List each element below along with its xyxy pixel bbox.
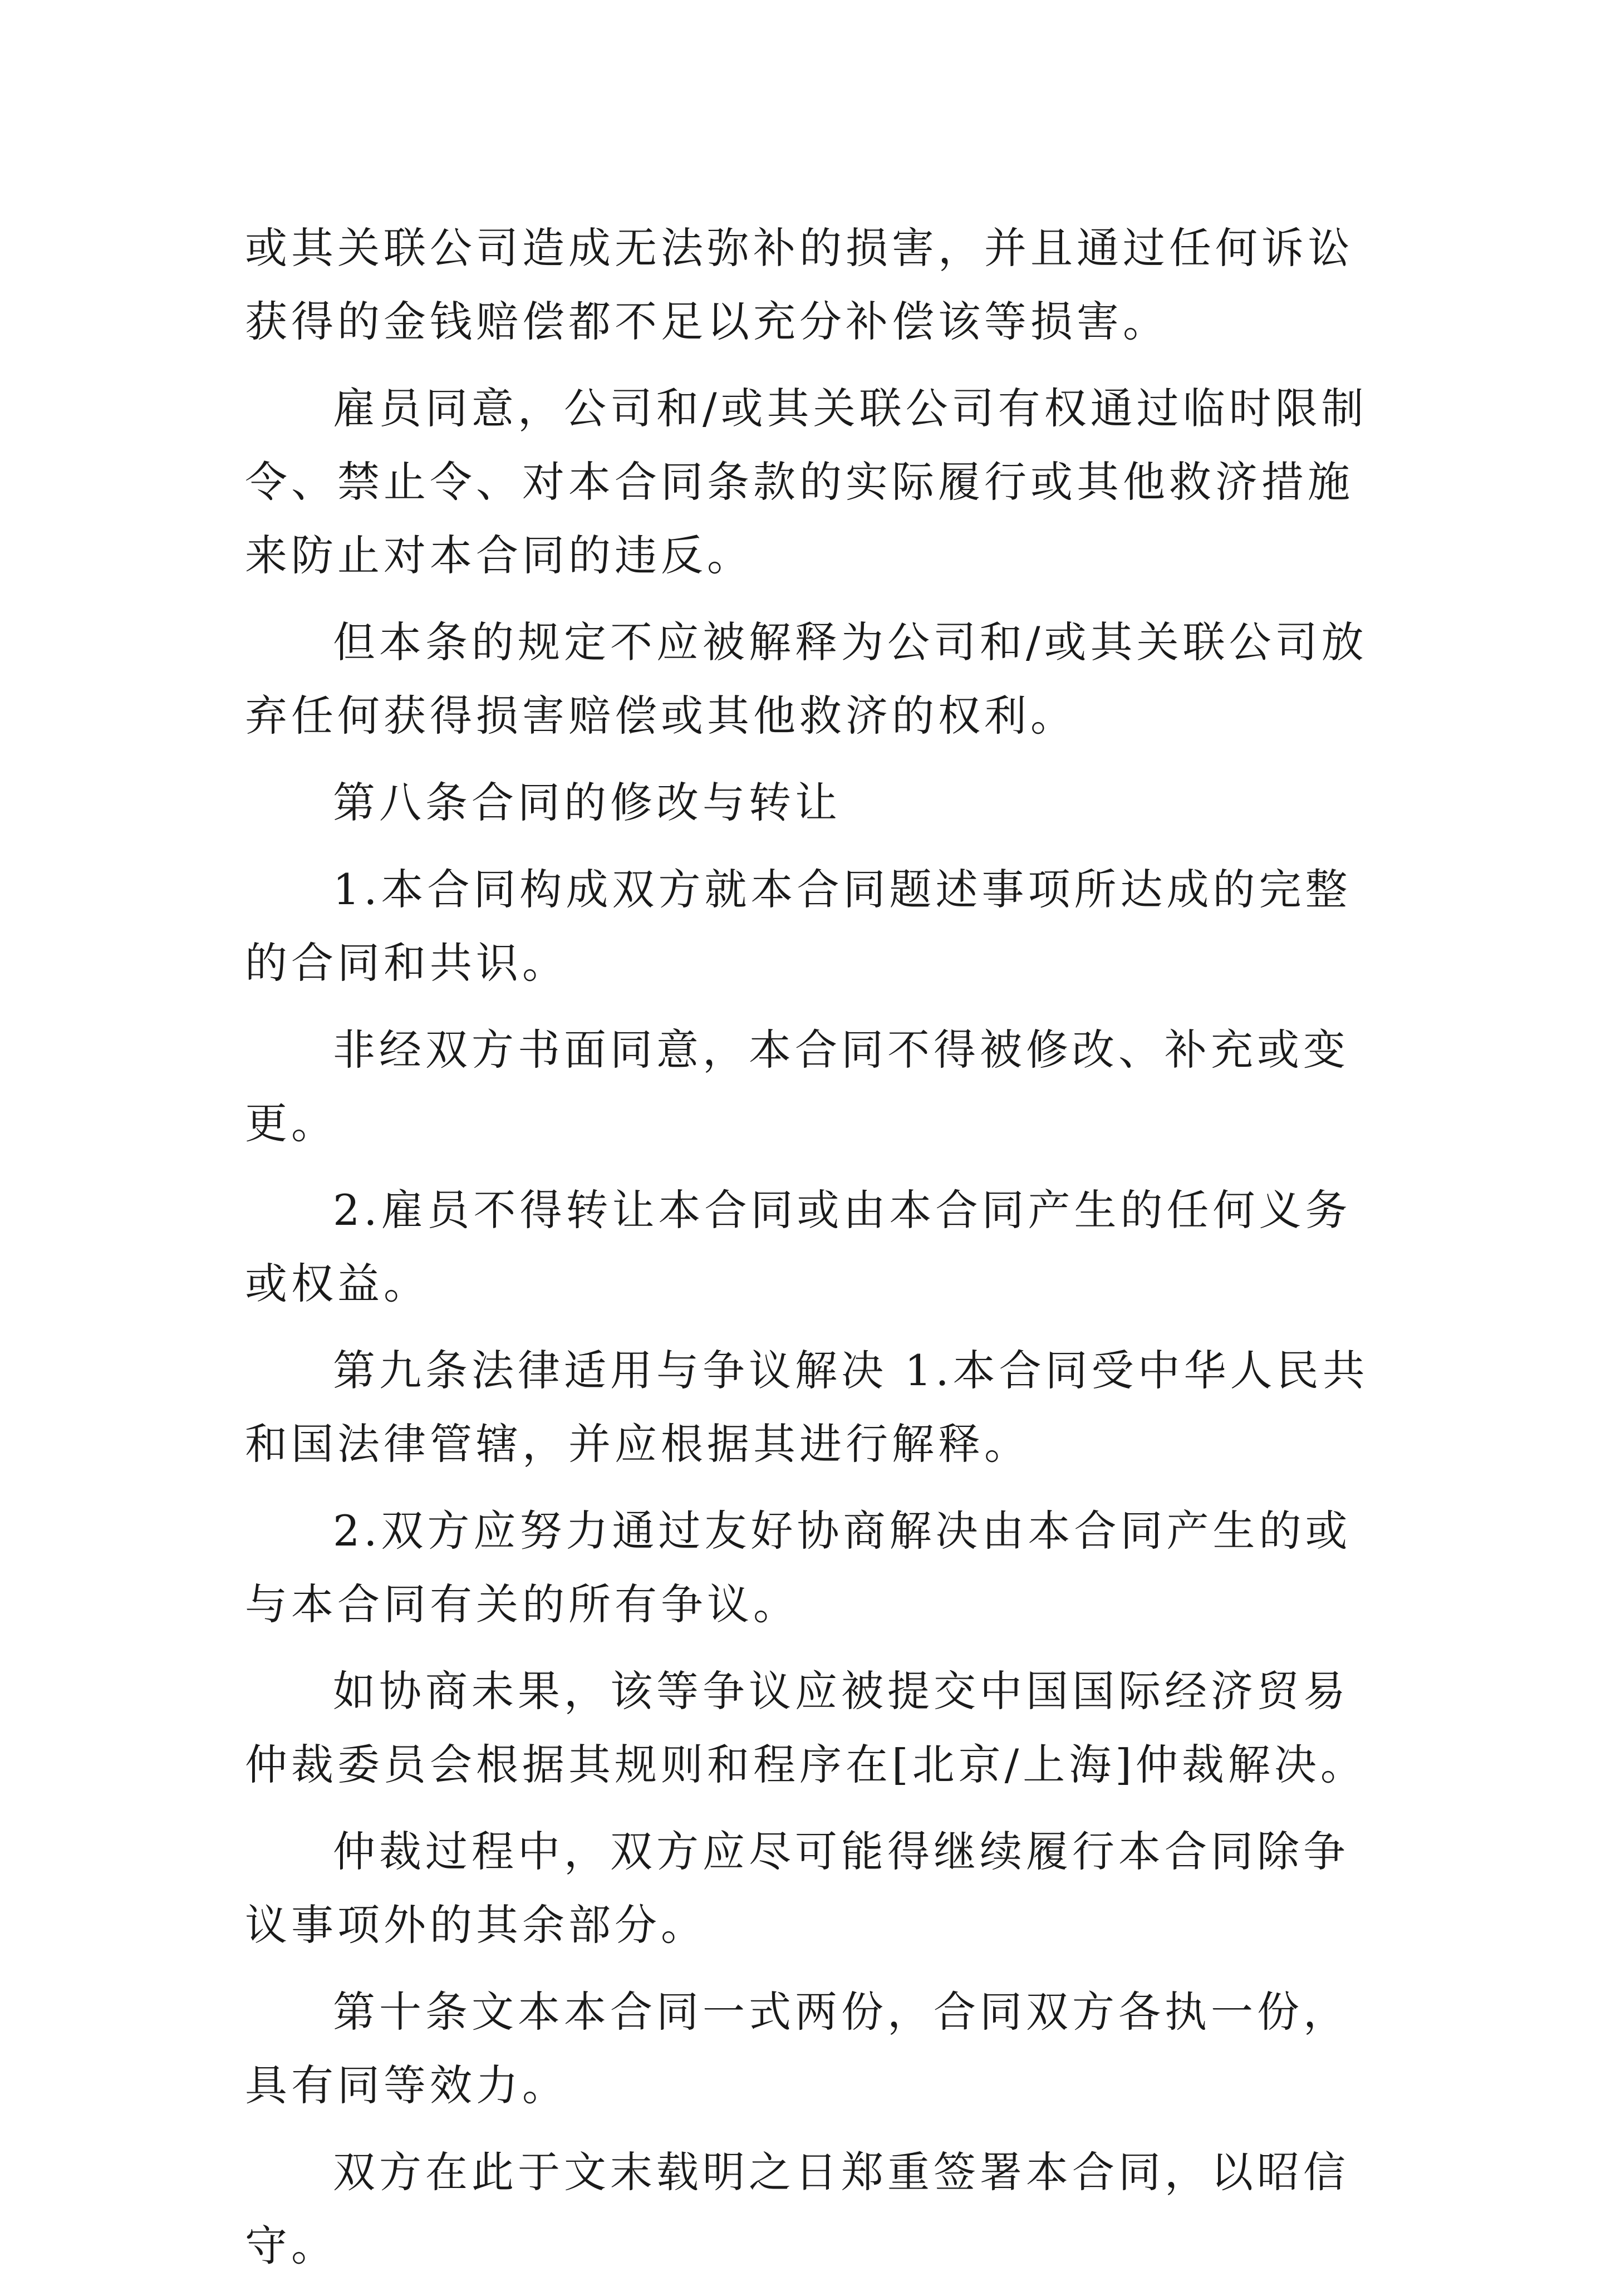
section-heading: 第八条合同的修改与转让	[333, 778, 841, 827]
paragraph: 如协商未果，该等争议应被提交中国国际经济贸易仲裁委员会根据其规则和程序在[北京/上海]仲裁解决。	[245, 1666, 1367, 1789]
paragraph: 第九条法律适用与争议解决 1.本合同受中华人民共和国法律管辖，并应根据其进行解释。	[245, 1346, 1369, 1469]
paragraph: 仲裁过程中，双方应尽可能得继续履行本合同除争议事项外的其余部分。	[245, 1827, 1349, 1950]
paragraph: 雇员同意，公司和/或其关联公司有权通过临时限制令、禁止令、对本合同条款的实际履行或其他救济措施来防止对本合同的违反。	[245, 384, 1368, 580]
paragraph: 1.本合同构成双方就本合同题述事项所达成的完整的合同和共识。	[245, 865, 1352, 988]
paragraph: 2.双方应努力通过友好协商解决由本合同产生的或与本合同有关的所有争议。	[245, 1506, 1352, 1629]
paragraph: 2.雇员不得转让本合同或由本合同产生的任何义务或权益。	[245, 1185, 1352, 1308]
paragraph: 第十条文本本合同一式两份，合同双方各执一份，具有同等效力。	[245, 1987, 1349, 2110]
document-body	[245, 212, 1386, 2296]
paragraph: 但本条的规定不应被解释为公司和/或其关联公司放弃任何获得损害赔偿或其他救济的权利。	[245, 617, 1368, 740]
paragraph: 非经双方书面同意，本合同不得被修改、补充或变更。	[245, 1025, 1349, 1148]
paragraph: 双方在此于文末载明之日郑重签署本合同，以昭信守。	[245, 2147, 1349, 2270]
paragraph: 或其关联公司造成无法弥补的损害，并且通过任何诉讼获得的金钱赔偿都不足以充分补偿该等损害。	[245, 223, 1354, 346]
